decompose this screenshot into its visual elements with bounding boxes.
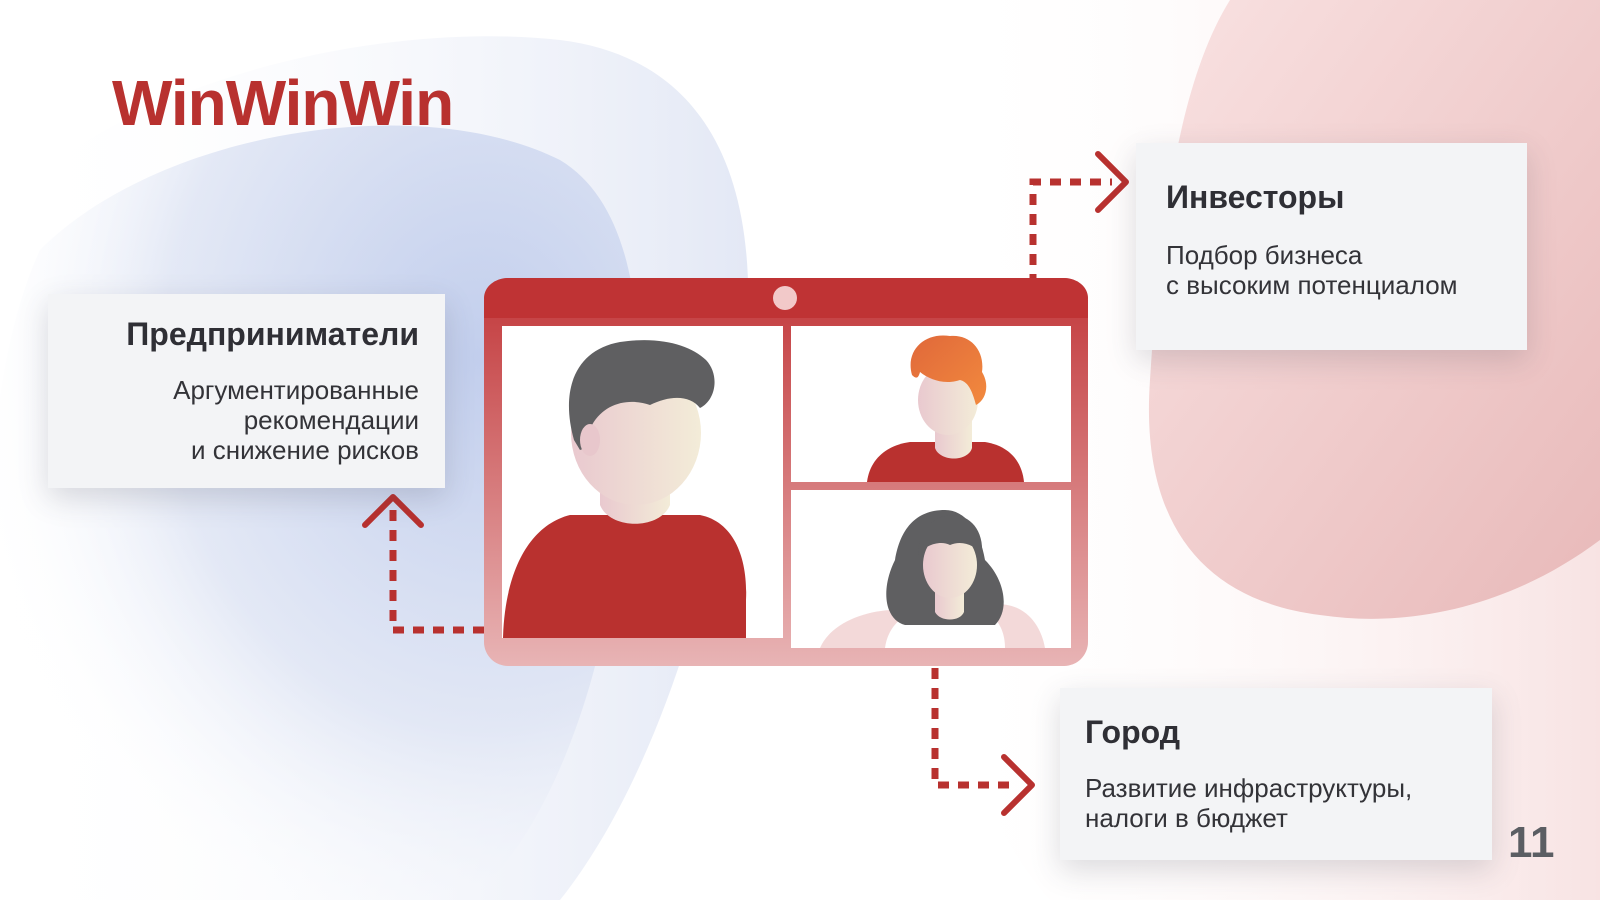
card-city-title: Город <box>1085 714 1181 750</box>
camera-dot <box>773 286 797 310</box>
card-city <box>1060 688 1492 860</box>
card-entrepreneurs-text: Аргументированные рекомендации и снижение рисков <box>173 375 419 465</box>
card-entrepreneurs-title: Предприниматели <box>126 316 419 352</box>
slide-title: WinWinWin <box>112 67 454 139</box>
card-investors <box>1136 143 1527 350</box>
tablet-video-call <box>484 278 1088 666</box>
card-entrepreneurs <box>48 294 445 488</box>
card-city-text: Развитие инфраструктуры, налоги в бюджет <box>1085 773 1413 833</box>
page-number: 11 <box>1508 818 1555 867</box>
card-investors-title: Инвесторы <box>1166 179 1345 215</box>
card-investors-text: Подбор бизнеса с высоким потенциалом <box>1166 240 1458 300</box>
